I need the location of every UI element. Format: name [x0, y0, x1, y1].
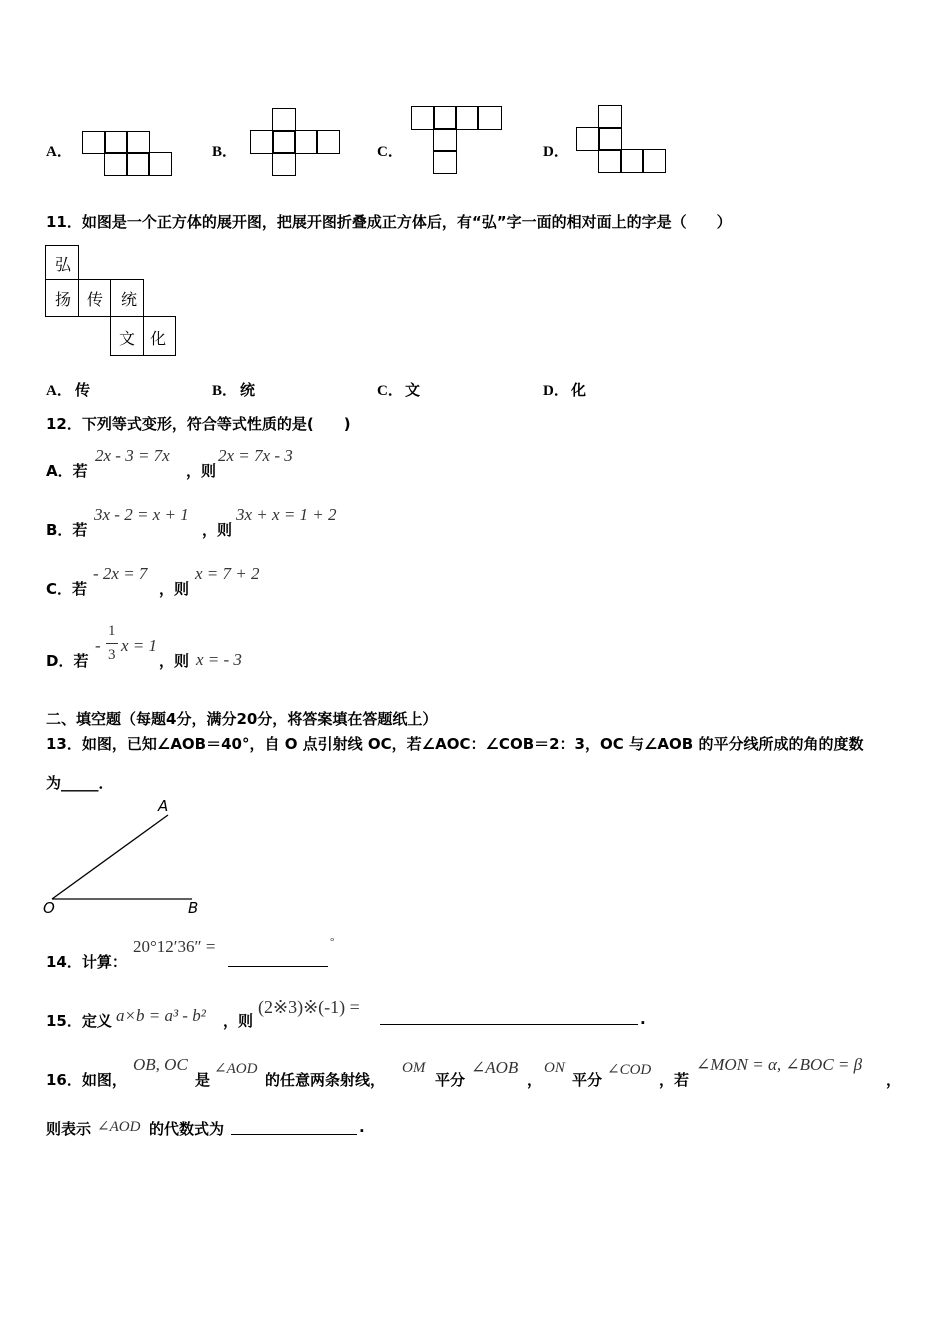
- q12-option-b-result: 3x + x = 1 + 2: [236, 505, 337, 524]
- q12-option-c-condition: - 2x = 7: [93, 564, 148, 583]
- q14-answer-blank[interactable]: [228, 966, 328, 967]
- q11-option-b-text: 统: [240, 381, 256, 399]
- ray-oa: [52, 815, 168, 899]
- q16-answer-blank[interactable]: [231, 1134, 357, 1135]
- q16-text-1: 是: [195, 1071, 211, 1089]
- q16-text-6: ，: [886, 1071, 902, 1089]
- q11-option-a-text: 传: [75, 381, 91, 399]
- q16-angle-aod-2: ∠AOD: [97, 1119, 141, 1135]
- q10-option-a-label: A．: [46, 144, 72, 160]
- q10-option-b-label: B．: [212, 144, 238, 160]
- q12-option-d-denominator: 3: [108, 647, 116, 663]
- q16-text-2: 的任意两条射线，: [265, 1071, 386, 1089]
- q12-option-a-label: A．若: [46, 462, 88, 480]
- q16-angle-cod: ∠COD: [607, 1062, 652, 1078]
- q12-option-a-condition: 2x - 3 = 7x: [95, 446, 170, 465]
- section-2-title: 二、填空题（每题4分，满分20分，将答案填在答题纸上）: [46, 710, 438, 728]
- q16-label: 16．如图，: [46, 1071, 127, 1089]
- q12-option-c-then: ，则: [159, 580, 190, 598]
- q15-then: ，则: [223, 1012, 254, 1030]
- q12-option-d-fraction-bar: [106, 643, 118, 644]
- q14-label: 14．计算：: [46, 953, 127, 971]
- q11-net-row-3: 统: [121, 290, 138, 309]
- q10-option-c-label: C．: [377, 144, 403, 160]
- q12-option-b-label: B．若: [46, 521, 88, 539]
- q11-net-row-2: 传: [87, 290, 104, 309]
- q16-text-5: ，若: [659, 1071, 690, 1089]
- q11-option-d-label: D．: [543, 383, 569, 399]
- q11-net-bottom-2: 化: [150, 329, 167, 348]
- q16-angle-aob: ∠AOB: [471, 1058, 519, 1077]
- q11-option-b-label: B．: [212, 383, 238, 399]
- q13-question-text: 13．如图，已知∠AOB＝40°，自 O 点引射线 OC，若∠AOC：∠COB＝2：3，OC 与∠AOB 的平分线所成的角的度数: [46, 735, 864, 753]
- q12-option-d-numerator: 1: [108, 623, 116, 639]
- q14-degree-unit: °: [330, 936, 335, 948]
- q11-net-bottom-1: 文: [119, 329, 136, 348]
- q14-expression: 20°12′36″ =: [133, 937, 216, 956]
- q13-question-text-line2: 为_____．: [46, 774, 114, 792]
- q16-om: OM: [402, 1060, 426, 1076]
- q16-text-4: 平分: [572, 1071, 603, 1089]
- q12-option-d-condition: x = 1: [121, 636, 158, 655]
- point-o-label: O: [43, 899, 55, 917]
- q16-separator: ，: [527, 1071, 543, 1089]
- q11-option-c-text: 文: [405, 381, 421, 399]
- q13-angle-figure: [40, 795, 220, 920]
- q16-text-3: 平分: [435, 1071, 466, 1089]
- q12-option-d-label: D．若: [46, 652, 89, 670]
- q16-line2-suffix: 的代数式为: [149, 1120, 225, 1138]
- q10-option-d-label: D．: [543, 144, 569, 160]
- q11-net-row-1: 扬: [55, 290, 72, 309]
- q12-option-a-then: ，则: [186, 462, 217, 480]
- q16-line2-prefix: 则表示: [46, 1120, 92, 1138]
- q11-option-c-label: C．: [377, 383, 403, 399]
- point-a-label: A: [158, 797, 169, 815]
- q15-label: 15．定义: [46, 1012, 112, 1030]
- q12-option-b-then: ，则: [202, 521, 233, 539]
- q11-net-top: 弘: [55, 255, 72, 274]
- q12-option-d-then: ，则: [159, 652, 190, 670]
- q12-option-c-result: x = 7 + 2: [195, 564, 260, 583]
- q11-option-d-text: 化: [571, 381, 587, 399]
- q15-answer-blank[interactable]: [380, 1024, 638, 1025]
- q16-end: .: [359, 1118, 365, 1136]
- q12-option-a-result: 2x = 7x - 3: [218, 446, 293, 465]
- q12-option-d-result: x = - 3: [196, 650, 242, 669]
- q12-option-d-minus: -: [95, 636, 101, 655]
- point-b-label: B: [188, 899, 199, 917]
- q16-condition: ∠MON = α, ∠BOC = β: [696, 1055, 863, 1074]
- q15-definition: a×b = a³ - b²: [116, 1006, 206, 1025]
- q16-angle-aod: ∠AOD: [214, 1061, 258, 1077]
- q12-option-c-label: C．若: [46, 580, 88, 598]
- q16-rays: OB, OC: [133, 1055, 188, 1074]
- q12-option-b-condition: 3x - 2 = x + 1: [94, 505, 189, 524]
- q12-question-text: 12．下列等式变形，符合等式性质的是( ): [46, 415, 351, 433]
- q15-end: .: [640, 1010, 646, 1028]
- q11-option-a-label: A．: [46, 383, 72, 399]
- q15-expression: (2※3)※(-1) =: [258, 997, 360, 1017]
- q11-question-text: 11．如图是一个正方体的展开图，把展开图折叠成正方体后，有“弘”字一面的相对面上的字是（ ）: [46, 213, 732, 231]
- q16-on: ON: [544, 1060, 565, 1076]
